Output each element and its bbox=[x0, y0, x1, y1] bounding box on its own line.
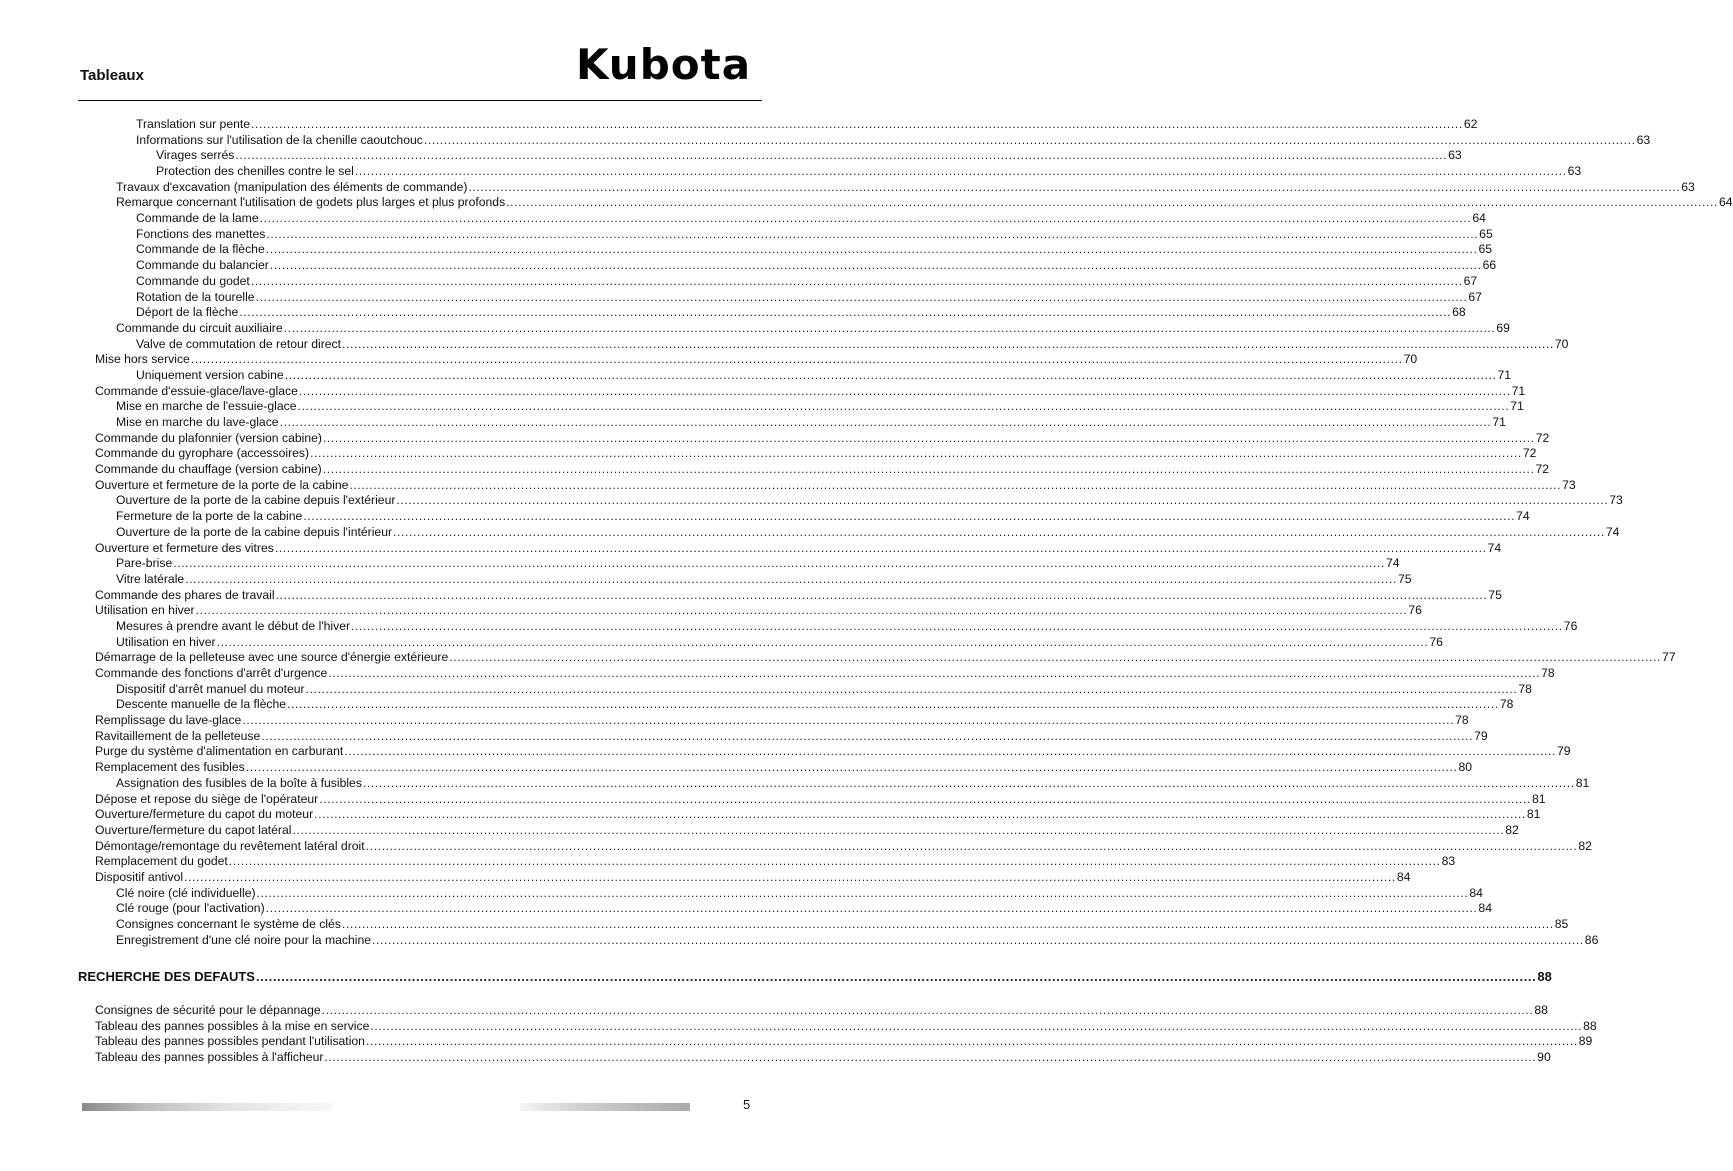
dot-leader bbox=[363, 776, 1575, 792]
toc-entry-title: Clé noire (clé individuelle) bbox=[116, 885, 256, 900]
dot-leader bbox=[306, 682, 1518, 698]
toc-entry[interactable] bbox=[0, 1018, 1597, 1035]
toc-entry-title: Enregistrement d'une clé noire pour la machine bbox=[116, 932, 372, 947]
toc-entry-page: 81 bbox=[1575, 775, 1590, 790]
toc-entry-title: Mise en marche du lave-glace bbox=[116, 415, 279, 430]
toc-entry-title: Rotation de la tourelle bbox=[136, 289, 255, 304]
toc-entry-page: 77 bbox=[1662, 650, 1676, 665]
dot-leader bbox=[303, 509, 1515, 525]
toc-entry-title: Démontage/remontage du revêtement latéral droit bbox=[95, 838, 365, 853]
toc-entry[interactable] bbox=[0, 1050, 1551, 1066]
toc-entry[interactable] bbox=[0, 775, 1590, 792]
toc-entry[interactable] bbox=[0, 352, 1418, 368]
toc-entry-page: 81 bbox=[1531, 791, 1546, 806]
toc-entry-page: 72 bbox=[1535, 430, 1550, 445]
toc-entry-title: Remplacement du godet bbox=[95, 854, 228, 869]
toc-entry-page: 67 bbox=[1463, 273, 1478, 288]
dot-leader bbox=[184, 870, 1396, 886]
toc-entry-page: 81 bbox=[1526, 807, 1541, 822]
dot-leader bbox=[173, 556, 1385, 572]
dot-leader bbox=[322, 1003, 1534, 1019]
toc-entry-title: Tableau des pannes possibles pendant l'utilisation bbox=[95, 1034, 365, 1049]
toc-entry-page: 83 bbox=[1441, 854, 1456, 869]
brand-logo: Kubota bbox=[576, 40, 752, 89]
toc-entry[interactable] bbox=[0, 791, 1546, 808]
toc-entry[interactable] bbox=[0, 901, 1492, 917]
toc-entry-page: 72 bbox=[1535, 462, 1550, 477]
toc-entry-page: 75 bbox=[1488, 587, 1502, 602]
toc-entry[interactable] bbox=[0, 587, 1502, 604]
toc-entry[interactable] bbox=[0, 634, 1443, 651]
toc-entry-page: 78 bbox=[1541, 666, 1555, 681]
toc-entry-title: Consignes de sécurité pour le dépannage bbox=[95, 1002, 321, 1017]
toc-entry-title: Travaux d'excavation (manipulation des éléments de commande) bbox=[116, 179, 468, 194]
toc-entry-title: Commande du plafonnier (version cabine) bbox=[95, 430, 322, 445]
dot-leader bbox=[299, 384, 1511, 400]
toc-entry-title: Mesures à prendre avant le début de l'hiver bbox=[116, 618, 351, 633]
toc-entry-title: Utilisation en hiver bbox=[116, 634, 216, 649]
dot-leader bbox=[285, 368, 1497, 384]
dot-leader bbox=[310, 446, 1522, 462]
toc-entry-page: 78 bbox=[1499, 697, 1514, 712]
toc-entry[interactable] bbox=[0, 336, 1569, 353]
dot-leader bbox=[323, 431, 1535, 447]
toc-entry[interactable] bbox=[0, 618, 1578, 635]
dot-leader bbox=[275, 541, 1487, 557]
toc-entry-page: 70 bbox=[1403, 352, 1418, 367]
toc-entry[interactable] bbox=[0, 462, 1550, 478]
toc-entry[interactable] bbox=[0, 744, 1571, 761]
toc-entry-page: 68 bbox=[1452, 305, 1466, 320]
toc-entry-page: 75 bbox=[1397, 571, 1412, 586]
toc-entry-title: Ouverture/fermeture du capot du moteur bbox=[95, 807, 314, 822]
toc-entry-page: 63 bbox=[1681, 179, 1695, 194]
toc-entry-title: Commande de la lame bbox=[136, 211, 259, 226]
dot-leader bbox=[270, 258, 1482, 274]
toc-entry-page: 71 bbox=[1510, 399, 1524, 414]
toc-entry-title: Ouverture de la porte de la cabine depuis l'extérieur bbox=[116, 493, 396, 508]
toc-entry[interactable] bbox=[0, 179, 1695, 196]
toc-entry-page: 62 bbox=[1463, 116, 1478, 131]
toc-entry-title: Remarque concernant l'utilisation de godets plus larges et plus profonds bbox=[116, 195, 506, 210]
toc-entry-title: Dépose et repose du siège de l'opérateur bbox=[95, 791, 319, 806]
toc-entry[interactable] bbox=[0, 273, 1478, 290]
toc-entry-title: Ouverture/fermeture du capot latéral bbox=[95, 822, 292, 837]
dot-leader bbox=[355, 164, 1567, 180]
toc-entry-title: Commande des fonctions d'arrêt d'urgence bbox=[95, 666, 328, 681]
dot-leader bbox=[328, 666, 1540, 682]
toc-entry-title: Commande du godet bbox=[136, 273, 250, 288]
dot-leader bbox=[185, 572, 1397, 588]
toc-entry-page: 65 bbox=[1479, 226, 1493, 241]
toc-entry[interactable] bbox=[0, 415, 1506, 431]
toc-entry-page: 76 bbox=[1408, 603, 1422, 618]
toc-entry-title: Tableau des pannes possibles à la mise en service bbox=[95, 1018, 370, 1033]
dot-leader bbox=[239, 305, 1451, 321]
toc-entry-title: Remplacement des fusibles bbox=[95, 760, 245, 775]
footer-band-right bbox=[520, 1103, 690, 1111]
toc-entry-page: 73 bbox=[1609, 493, 1623, 508]
toc-entry-title: Fermeture de la porte de la cabine bbox=[116, 509, 303, 524]
dot-leader bbox=[287, 697, 1499, 713]
toc-entry[interactable] bbox=[0, 116, 1478, 133]
toc-entry[interactable] bbox=[0, 399, 1524, 415]
toc-entry-title: Assignation des fusibles de la boîte à fusibles bbox=[116, 775, 362, 790]
toc-entry[interactable] bbox=[0, 320, 1510, 337]
dot-leader bbox=[217, 635, 1429, 651]
toc-entry-page: 76 bbox=[1563, 618, 1578, 633]
dot-leader bbox=[319, 792, 1531, 808]
chapter-page: 88 bbox=[1537, 969, 1552, 984]
toc-entry-page: 84 bbox=[1469, 885, 1483, 900]
toc-entry-title: Purge du système d'alimentation en carburant bbox=[95, 744, 344, 759]
toc-entry[interactable] bbox=[0, 838, 1592, 855]
dot-leader bbox=[370, 1019, 1582, 1035]
toc-entry-title: Consignes concernant le système de clés bbox=[116, 917, 341, 932]
toc-entry-page: 89 bbox=[1578, 1034, 1593, 1049]
dot-leader bbox=[424, 133, 1636, 149]
toc-entry[interactable] bbox=[0, 885, 1483, 902]
toc-entry-title: Clé rouge (pour l'activation) bbox=[116, 901, 265, 916]
toc-entry-title: Fonctions des manettes bbox=[136, 226, 266, 241]
dot-leader bbox=[266, 227, 1478, 243]
toc-entry-page: 64 bbox=[1472, 211, 1486, 226]
toc-entry-title: Déport de la flèche bbox=[136, 305, 239, 320]
dot-leader bbox=[344, 744, 1556, 760]
toc-entry-title: Utilisation en hiver bbox=[95, 603, 195, 618]
toc-entry-page: 63 bbox=[1636, 132, 1651, 147]
dot-leader bbox=[366, 839, 1578, 855]
toc-entry[interactable] bbox=[0, 524, 1620, 541]
toc-entry[interactable] bbox=[0, 854, 1456, 870]
toc-entry-page: 71 bbox=[1492, 415, 1506, 430]
toc-entry[interactable] bbox=[0, 917, 1569, 933]
toc-entry[interactable] bbox=[0, 1034, 1593, 1050]
toc-entry-title: Valve de commutation de retour direct bbox=[136, 336, 342, 351]
toc-entry[interactable] bbox=[0, 807, 1541, 823]
toc-entry[interactable] bbox=[0, 477, 1576, 494]
header-divider bbox=[78, 100, 762, 101]
toc-entry[interactable] bbox=[0, 697, 1514, 713]
toc-entry-title: Ouverture et fermeture de la porte de la cabine bbox=[95, 477, 349, 492]
toc-entry-page: 74 bbox=[1487, 540, 1502, 555]
chapter-entry[interactable] bbox=[0, 968, 1552, 986]
toc-entry-title: Mise hors service bbox=[95, 352, 190, 367]
dot-leader bbox=[284, 321, 1496, 337]
toc-entry-page: 72 bbox=[1522, 446, 1537, 461]
toc-entry-title: Commande du chauffage (version cabine) bbox=[95, 462, 322, 477]
dot-leader bbox=[280, 415, 1492, 431]
toc-entry-page: 70 bbox=[1554, 336, 1569, 351]
toc-entry-page: 88 bbox=[1583, 1018, 1597, 1033]
toc-entry-page: 82 bbox=[1578, 838, 1592, 853]
dot-leader bbox=[266, 901, 1478, 917]
toc-entry[interactable] bbox=[0, 869, 1411, 886]
dot-leader bbox=[366, 1034, 1578, 1050]
dot-leader bbox=[276, 588, 1488, 604]
toc-entry[interactable] bbox=[0, 195, 1733, 211]
toc-entry[interactable] bbox=[0, 289, 1482, 306]
toc-entry-title: Uniquement version cabine bbox=[136, 367, 284, 382]
toc-entry-title: Informations sur l'utilisation de la chenille caoutchouc bbox=[136, 132, 423, 147]
dot-leader bbox=[191, 352, 1403, 368]
toc-entry-page: 80 bbox=[1458, 760, 1473, 775]
page-header bbox=[0, 0, 800, 100]
dot-leader bbox=[251, 274, 1463, 290]
toc-entry[interactable] bbox=[0, 164, 1582, 180]
dot-leader bbox=[323, 462, 1535, 478]
dot-leader bbox=[349, 478, 1561, 494]
toc-entry-page: 78 bbox=[1518, 681, 1532, 696]
dot-leader bbox=[449, 650, 1661, 666]
footer-band-left bbox=[82, 1103, 332, 1111]
toc-entry-title: Pare-brise bbox=[116, 556, 173, 571]
toc-entry[interactable] bbox=[0, 430, 1550, 447]
toc-entry[interactable] bbox=[0, 446, 1537, 462]
toc-entry-page: 74 bbox=[1516, 509, 1530, 524]
dot-leader bbox=[314, 807, 1526, 823]
toc-entry-title: Commande des phares de travail bbox=[95, 587, 275, 602]
toc-entry-page: 84 bbox=[1396, 869, 1411, 884]
dot-leader bbox=[468, 180, 1680, 196]
toc-entry-title: Translation sur pente bbox=[136, 116, 251, 131]
toc-entry-page: 74 bbox=[1385, 556, 1400, 571]
dot-leader bbox=[292, 823, 1504, 839]
toc-entry[interactable] bbox=[0, 1002, 1548, 1019]
toc-entry-title: Tableau des pannes possibles à l'afficheur bbox=[95, 1050, 324, 1065]
toc-entry-page: 71 bbox=[1511, 383, 1526, 398]
dot-leader bbox=[351, 619, 1563, 635]
section-title: Tableaux bbox=[80, 67, 144, 84]
toc-entry-title: Commande de la flèche bbox=[136, 242, 265, 257]
dot-leader bbox=[506, 195, 1718, 211]
toc-entry[interactable] bbox=[0, 728, 1488, 745]
toc-entry[interactable] bbox=[0, 932, 1599, 949]
toc-entry-page: 73 bbox=[1562, 477, 1576, 492]
dot-leader bbox=[372, 933, 1584, 949]
toc-entry[interactable] bbox=[0, 148, 1462, 164]
toc-entry-page: 65 bbox=[1478, 242, 1493, 257]
toc-entry[interactable] bbox=[0, 822, 1519, 839]
toc-entry-title: Démarrage de la pelleteuse avec une source d'énergie extérieure bbox=[95, 650, 449, 665]
toc-entry-title: Remplissage du lave-glace bbox=[95, 713, 242, 728]
toc-entry-title: Virages serrés bbox=[156, 148, 235, 163]
toc-entry-page: 79 bbox=[1557, 744, 1571, 759]
toc-entry[interactable] bbox=[0, 258, 1497, 274]
toc-entry[interactable] bbox=[0, 666, 1555, 682]
dot-leader bbox=[266, 242, 1478, 258]
dot-leader bbox=[324, 1050, 1536, 1066]
toc-entry-page: 82 bbox=[1505, 822, 1519, 837]
dot-leader bbox=[256, 968, 1536, 986]
toc-entry-title: Commande du circuit auxiliaire bbox=[116, 320, 283, 335]
toc-entry[interactable] bbox=[0, 650, 1676, 666]
toc-entry-title: Commande du gyrophare (accessoires) bbox=[95, 446, 310, 461]
dot-leader bbox=[260, 211, 1472, 227]
dot-leader bbox=[393, 525, 1605, 541]
toc-entry[interactable] bbox=[0, 226, 1493, 243]
dot-leader bbox=[256, 290, 1468, 306]
toc-entry[interactable] bbox=[0, 713, 1469, 729]
toc-entry-title: Descente manuelle de la flèche bbox=[116, 697, 287, 712]
toc-entry-page: 63 bbox=[1567, 164, 1582, 179]
toc-entry-page: 78 bbox=[1455, 713, 1469, 728]
chapter-heading bbox=[0, 968, 1552, 986]
toc-entry-title: Ouverture de la porte de la cabine depuis l'intérieur bbox=[116, 524, 393, 539]
dot-leader bbox=[242, 713, 1454, 729]
toc-entry-page: 74 bbox=[1605, 524, 1620, 539]
dot-leader bbox=[257, 886, 1469, 902]
dot-leader bbox=[342, 917, 1554, 933]
toc-entry-page: 79 bbox=[1474, 728, 1488, 743]
page-number: 5 bbox=[743, 1097, 751, 1112]
toc-entry[interactable] bbox=[0, 305, 1466, 321]
dot-leader bbox=[251, 117, 1463, 133]
toc-entry[interactable] bbox=[0, 509, 1530, 525]
toc-entry[interactable] bbox=[0, 681, 1532, 698]
toc-entry-page: 86 bbox=[1584, 932, 1599, 947]
toc-entry-title: Protection des chenilles contre le sel bbox=[156, 164, 354, 179]
dot-leader bbox=[342, 337, 1554, 353]
toc-entry[interactable] bbox=[0, 571, 1412, 588]
dot-leader bbox=[261, 729, 1473, 745]
toc-entry-page: 76 bbox=[1429, 634, 1443, 649]
toc-entry-title: Dispositif antivol bbox=[95, 869, 184, 884]
dot-leader bbox=[196, 603, 1408, 619]
toc-entry[interactable] bbox=[0, 367, 1512, 384]
dot-leader bbox=[246, 760, 1458, 776]
toc-entry[interactable] bbox=[0, 603, 1422, 619]
toc-entry-title: Commande du balancier bbox=[136, 258, 269, 273]
toc-entry[interactable] bbox=[0, 760, 1473, 776]
chapter-contents bbox=[0, 1002, 1597, 1066]
chapter-title: RECHERCHE DES DEFAUTS bbox=[78, 969, 255, 984]
toc-entry-page: 84 bbox=[1478, 901, 1492, 916]
toc-entry[interactable] bbox=[0, 211, 1486, 227]
toc-entry-title: Ouverture et fermeture des vitres bbox=[95, 540, 274, 555]
toc-entry[interactable] bbox=[0, 540, 1502, 557]
toc-entry[interactable] bbox=[0, 132, 1651, 149]
toc-entry-page: 88 bbox=[1534, 1002, 1548, 1017]
toc-entry-page: 63 bbox=[1448, 148, 1462, 163]
dot-leader bbox=[298, 399, 1510, 415]
toc-entry-title: Dispositif d'arrêt manuel du moteur bbox=[116, 681, 305, 696]
toc-entry[interactable] bbox=[0, 493, 1623, 510]
dot-leader bbox=[396, 493, 1608, 509]
toc-entry-page: 69 bbox=[1496, 320, 1510, 335]
dot-leader bbox=[235, 148, 1447, 164]
dot-leader bbox=[229, 854, 1441, 870]
toc-entry-page: 66 bbox=[1482, 258, 1497, 273]
table-of-contents bbox=[0, 116, 1733, 948]
toc-entry-title: Commande d'essuie-glace/lave-glace bbox=[95, 383, 298, 398]
toc-entry[interactable] bbox=[0, 383, 1526, 400]
toc-entry[interactable] bbox=[0, 242, 1493, 259]
toc-entry-title: Mise en marche de l'essuie-glace bbox=[116, 399, 297, 414]
toc-entry-page: 67 bbox=[1468, 289, 1482, 304]
toc-entry-title: Ravitaillement de la pelleteuse bbox=[95, 728, 261, 743]
toc-entry-page: 90 bbox=[1537, 1050, 1551, 1065]
toc-entry-title: Vitre latérale bbox=[116, 571, 185, 586]
toc-entry[interactable] bbox=[0, 556, 1400, 572]
toc-entry-page: 64 bbox=[1718, 195, 1733, 210]
toc-entry-page: 71 bbox=[1497, 367, 1512, 382]
toc-entry-page: 85 bbox=[1554, 917, 1569, 932]
